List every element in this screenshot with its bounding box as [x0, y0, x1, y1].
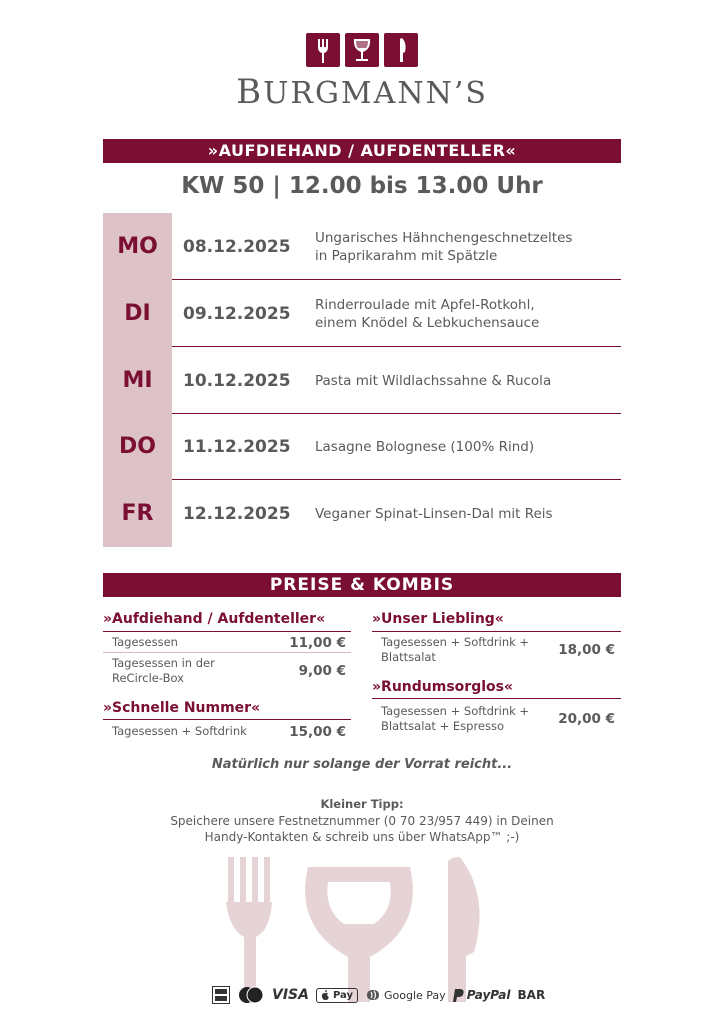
menu-day: DO — [119, 434, 156, 459]
paypal-icon — [453, 989, 464, 1002]
menu-dish — [315, 480, 615, 547]
menu-row — [103, 413, 621, 480]
prices-section-title: PREISE & KOMBIS — [103, 573, 621, 597]
menu-row — [103, 347, 621, 414]
price-item-label — [381, 704, 529, 734]
logo-icons — [306, 33, 418, 67]
cash-label: BAR — [517, 988, 546, 1002]
visa-label: VISA — [272, 987, 309, 1003]
menu-dish — [315, 413, 615, 480]
knife-icon — [448, 857, 480, 1002]
menu-date: 09.12.2025 — [183, 303, 291, 324]
fork-icon — [306, 33, 340, 67]
menu-dish — [315, 213, 615, 280]
menu-date: 08.12.2025 — [183, 236, 291, 257]
dish-line: Lasagne Bolognese (100% Rind) — [315, 438, 535, 455]
price-item-line: Tagesessen in der — [112, 656, 215, 670]
price-value: 9,00 € — [298, 663, 346, 679]
price-group-divider — [372, 631, 621, 632]
price-value: 15,00 € — [289, 724, 346, 740]
menu-day: DI — [124, 301, 151, 326]
dish-line: in Paprikarahm mit Spätzle — [315, 247, 498, 264]
menu-date: 12.12.2025 — [183, 503, 291, 524]
google-pay-badge — [365, 989, 446, 1002]
apple-pay-badge — [316, 988, 358, 1003]
price-group-title: »Rundumsorglos« — [372, 679, 514, 695]
menu-dish — [315, 280, 615, 347]
dish-line: Veganer Spinat-Linsen-Dal mit Reis — [315, 505, 553, 522]
menu-section-title: »AUFDIEHAND / AUFDENTELLER« — [103, 139, 621, 163]
price-group-divider — [103, 631, 351, 632]
knife-icon — [384, 33, 418, 67]
dish-line: Rinderroulade mit Apfel-Rotkohl, — [315, 296, 535, 313]
price-item-label — [112, 656, 215, 686]
dish-line: einem Knödel & Lebkuchensauce — [315, 314, 540, 331]
google-pay-label: Google Pay — [384, 988, 446, 1002]
brand-rest: URGMANN’S — [263, 76, 488, 111]
price-item-line: Tagesessen + Softdrink + — [381, 635, 530, 649]
price-item-line: Tagesessen + Softdrink + — [381, 704, 530, 718]
price-value: 11,00 € — [289, 635, 346, 651]
price-group-title: »Aufdiehand / Aufdenteller« — [103, 611, 326, 627]
dish-line: Ungarisches Hähnchengeschnetzeltes — [315, 229, 573, 246]
wine-glass-icon — [345, 33, 379, 67]
menu-dish — [315, 347, 615, 414]
apple-icon — [321, 990, 330, 1001]
menu-row — [103, 480, 621, 547]
mastercard-icon — [237, 986, 265, 1004]
price-group-title: »Schnelle Nummer« — [103, 700, 261, 716]
price-group-divider — [372, 698, 621, 699]
week-info: KW 50 | 12.00 bis 13.00 Uhr — [181, 173, 543, 199]
weekly-menu — [103, 213, 621, 547]
menu-day: MI — [122, 368, 153, 393]
price-group-divider — [103, 719, 351, 720]
paypal-label: PayPal — [466, 988, 511, 1002]
availability-note: Natürlich nur solange der Vorrat reicht... — [211, 757, 513, 772]
menu-day: MO — [117, 234, 158, 259]
price-item-line: Blattsalat + Espresso — [381, 719, 505, 733]
price-item-divider — [103, 652, 351, 653]
price-item-line: ReCircle-Box — [112, 671, 184, 685]
price-item-label: Tagesessen + Softdrink — [112, 724, 247, 738]
menu-date: 10.12.2025 — [183, 370, 291, 391]
price-item-line: Blattsalat — [381, 650, 436, 664]
menu-row — [103, 213, 621, 280]
menu-row — [103, 280, 621, 347]
price-item-label — [381, 635, 529, 665]
fork-icon — [226, 857, 272, 1002]
tip-line: Speichere unsere Festnetznummer (0 70 23/957 449) in Deinen — [170, 814, 554, 828]
brand-name — [0, 72, 724, 112]
contactless-icon — [365, 989, 381, 1001]
price-value: 20,00 € — [558, 711, 615, 727]
price-group-title: »Unser Liebling« — [372, 611, 504, 627]
price-value: 18,00 € — [558, 642, 615, 658]
tip-text — [0, 813, 724, 845]
apple-pay-label: Pay — [332, 989, 353, 1001]
paypal-badge — [453, 988, 511, 1002]
tip-title: Kleiner Tipp: — [320, 797, 404, 811]
price-item-label: Tagesessen — [112, 635, 178, 649]
girocard-icon — [212, 986, 230, 1004]
brand-initial: B — [236, 72, 264, 112]
cutlery-background-art — [210, 852, 500, 1002]
payment-methods — [212, 984, 545, 1006]
tip-line: Handy-Kontakten & schreib uns über WhatsApp™ ;-) — [204, 830, 520, 844]
menu-date: 11.12.2025 — [183, 436, 291, 457]
dish-line: Pasta mit Wildlachssahne & Rucola — [315, 372, 552, 389]
menu-day: FR — [121, 501, 154, 526]
